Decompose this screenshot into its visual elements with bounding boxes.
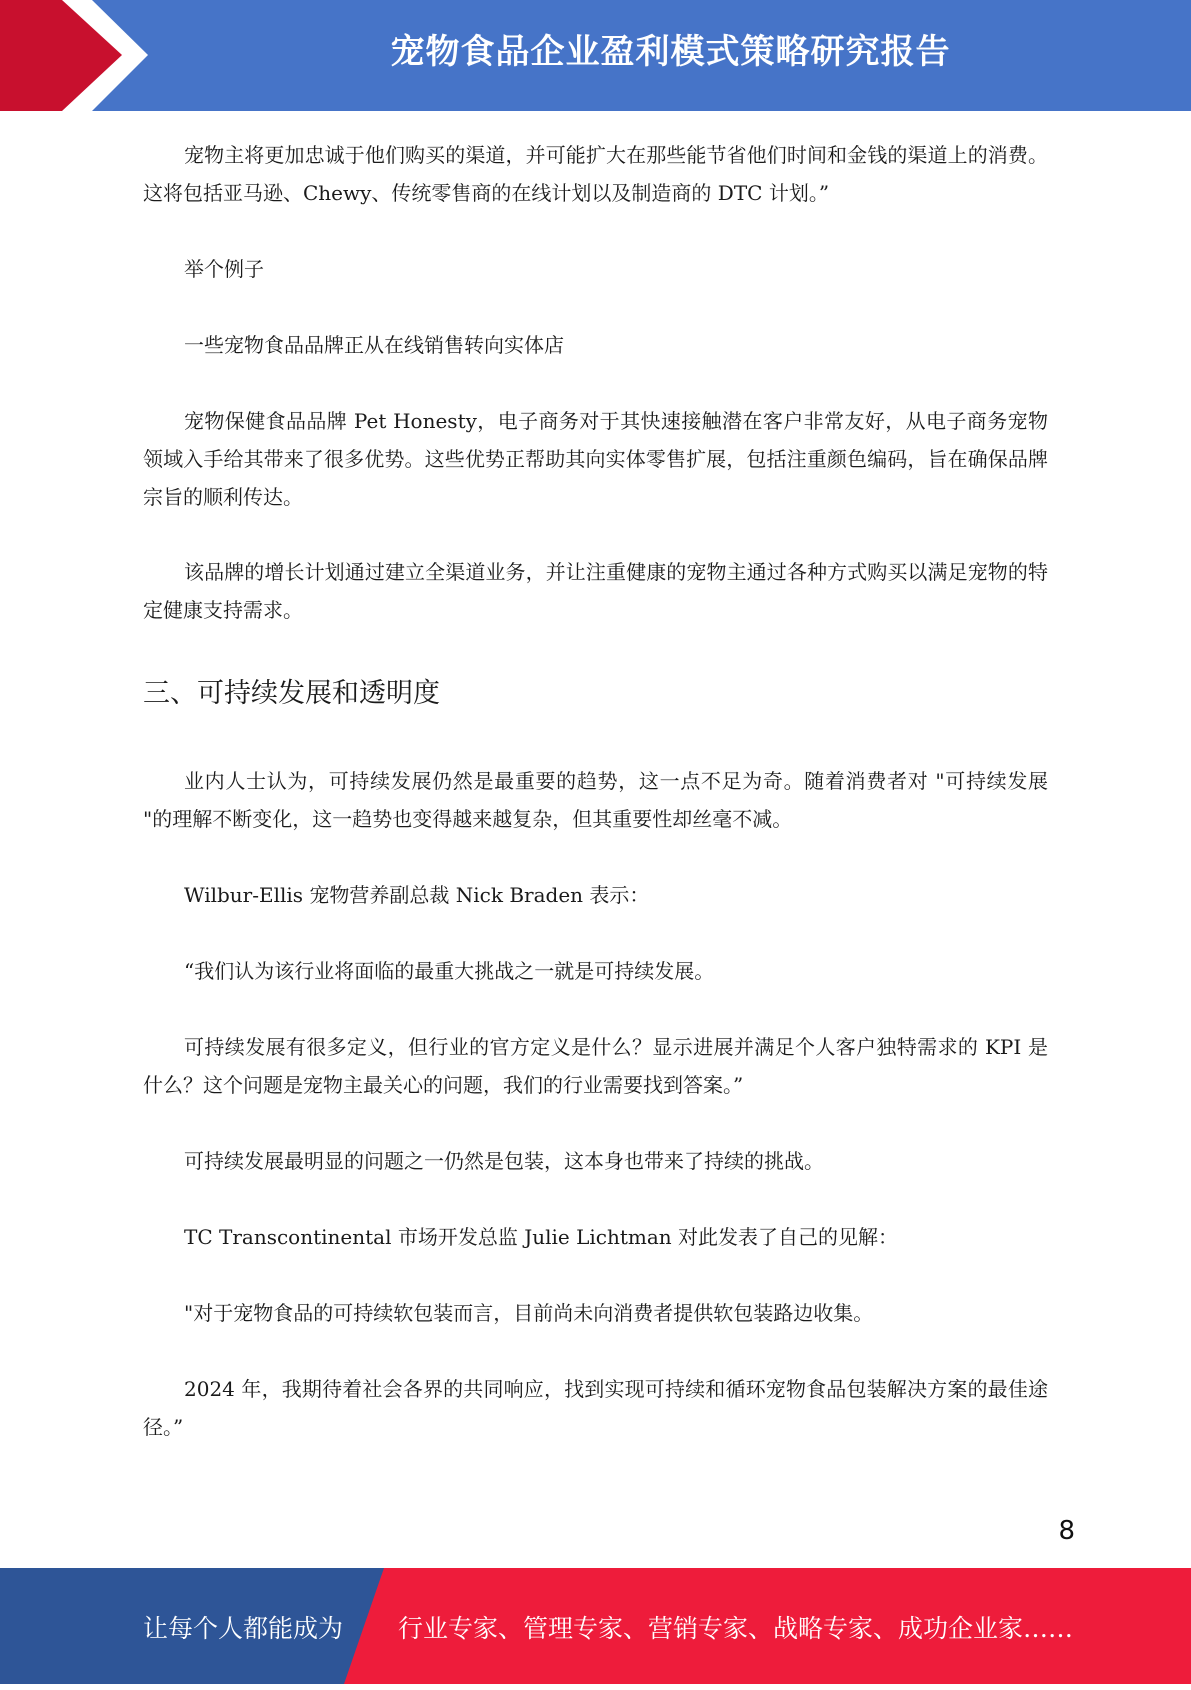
footer-slogan-left: 让每个人都能成为 [143, 1614, 344, 1643]
paragraph: "对于宠物食品的可持续软包装而言，目前尚未向消费者提供软包装路边收集。 [184, 1301, 874, 1325]
paragraph: 业内人士认为，可持续发展仍然是最重要的趋势，这一点不足为奇。随着消费者对 "可持续发展 "的理解不断变化，这一趋势也变得越来越复杂，但其重要性却丝毫不减。 [143, 769, 1048, 831]
header-title: 宠物食品企业盈利模式策略研究报告 [390, 32, 951, 72]
header-chevron-graphic [0, 0, 160, 111]
section-heading: 三、可持续发展和透明度 [143, 678, 440, 709]
paragraph: 可持续发展有很多定义，但行业的官方定义是什么？显示进展并满足个人客户独特需求的 KPI 是什么？这个问题是宠物主最关心的问题，我们的行业需要找到答案。” [143, 1035, 1048, 1097]
page-number: 8 [1058, 1516, 1075, 1546]
paragraph: Wilbur-Ellis 宠物营养副总裁 Nick Braden 表示： [184, 883, 650, 907]
page-footer [0, 1568, 1191, 1684]
paragraph: 可持续发展最明显的问题之一仍然是包装，这本身也带来了持续的挑战。 [184, 1149, 824, 1173]
page-header [0, 0, 1191, 111]
paragraph: 2024 年，我期待着社会各界的共同响应，找到实现可持续和循环宠物食品包装解决方案的最佳途径。” [143, 1377, 1048, 1439]
paragraph: 该品牌的增长计划通过建立全渠道业务，并让注重健康的宠物主通过各种方式购买以满足宠物的特定健康支持需求。 [143, 560, 1048, 622]
footer-slogan-right: 行业专家、管理专家、营销专家、战略专家、成功企业家…… [398, 1614, 1074, 1643]
main-content [143, 130, 1048, 1446]
paragraph: “我们认为该行业将面临的最重大挑战之一就是可持续发展。 [184, 959, 715, 983]
paragraph: TC Transcontinental 市场开发总监 Julie Lichtman 对此发表了自己的见解： [184, 1225, 899, 1249]
paragraph: 举个例子 [184, 257, 264, 281]
paragraph: 一些宠物食品品牌正从在线销售转向实体店 [184, 333, 564, 357]
paragraph: 宠物保健食品品牌 Pet Honesty，电子商务对于其快速接触潜在客户非常友好，从电子商务宠物领域入手给其带来了很多优势。这些优势正帮助其向实体零售扩展，包括注重颜色编码，旨在确保品牌宗旨的顺利传达。 [143, 409, 1048, 509]
paragraph: 宠物主将更加忠诚于他们购买的渠道，并可能扩大在那些能节省他们时间和金钱的渠道上的消费。这将包括亚马逊、Chewy、传统零售商的在线计划以及制造商的 DTC 计划。” [143, 143, 1048, 205]
